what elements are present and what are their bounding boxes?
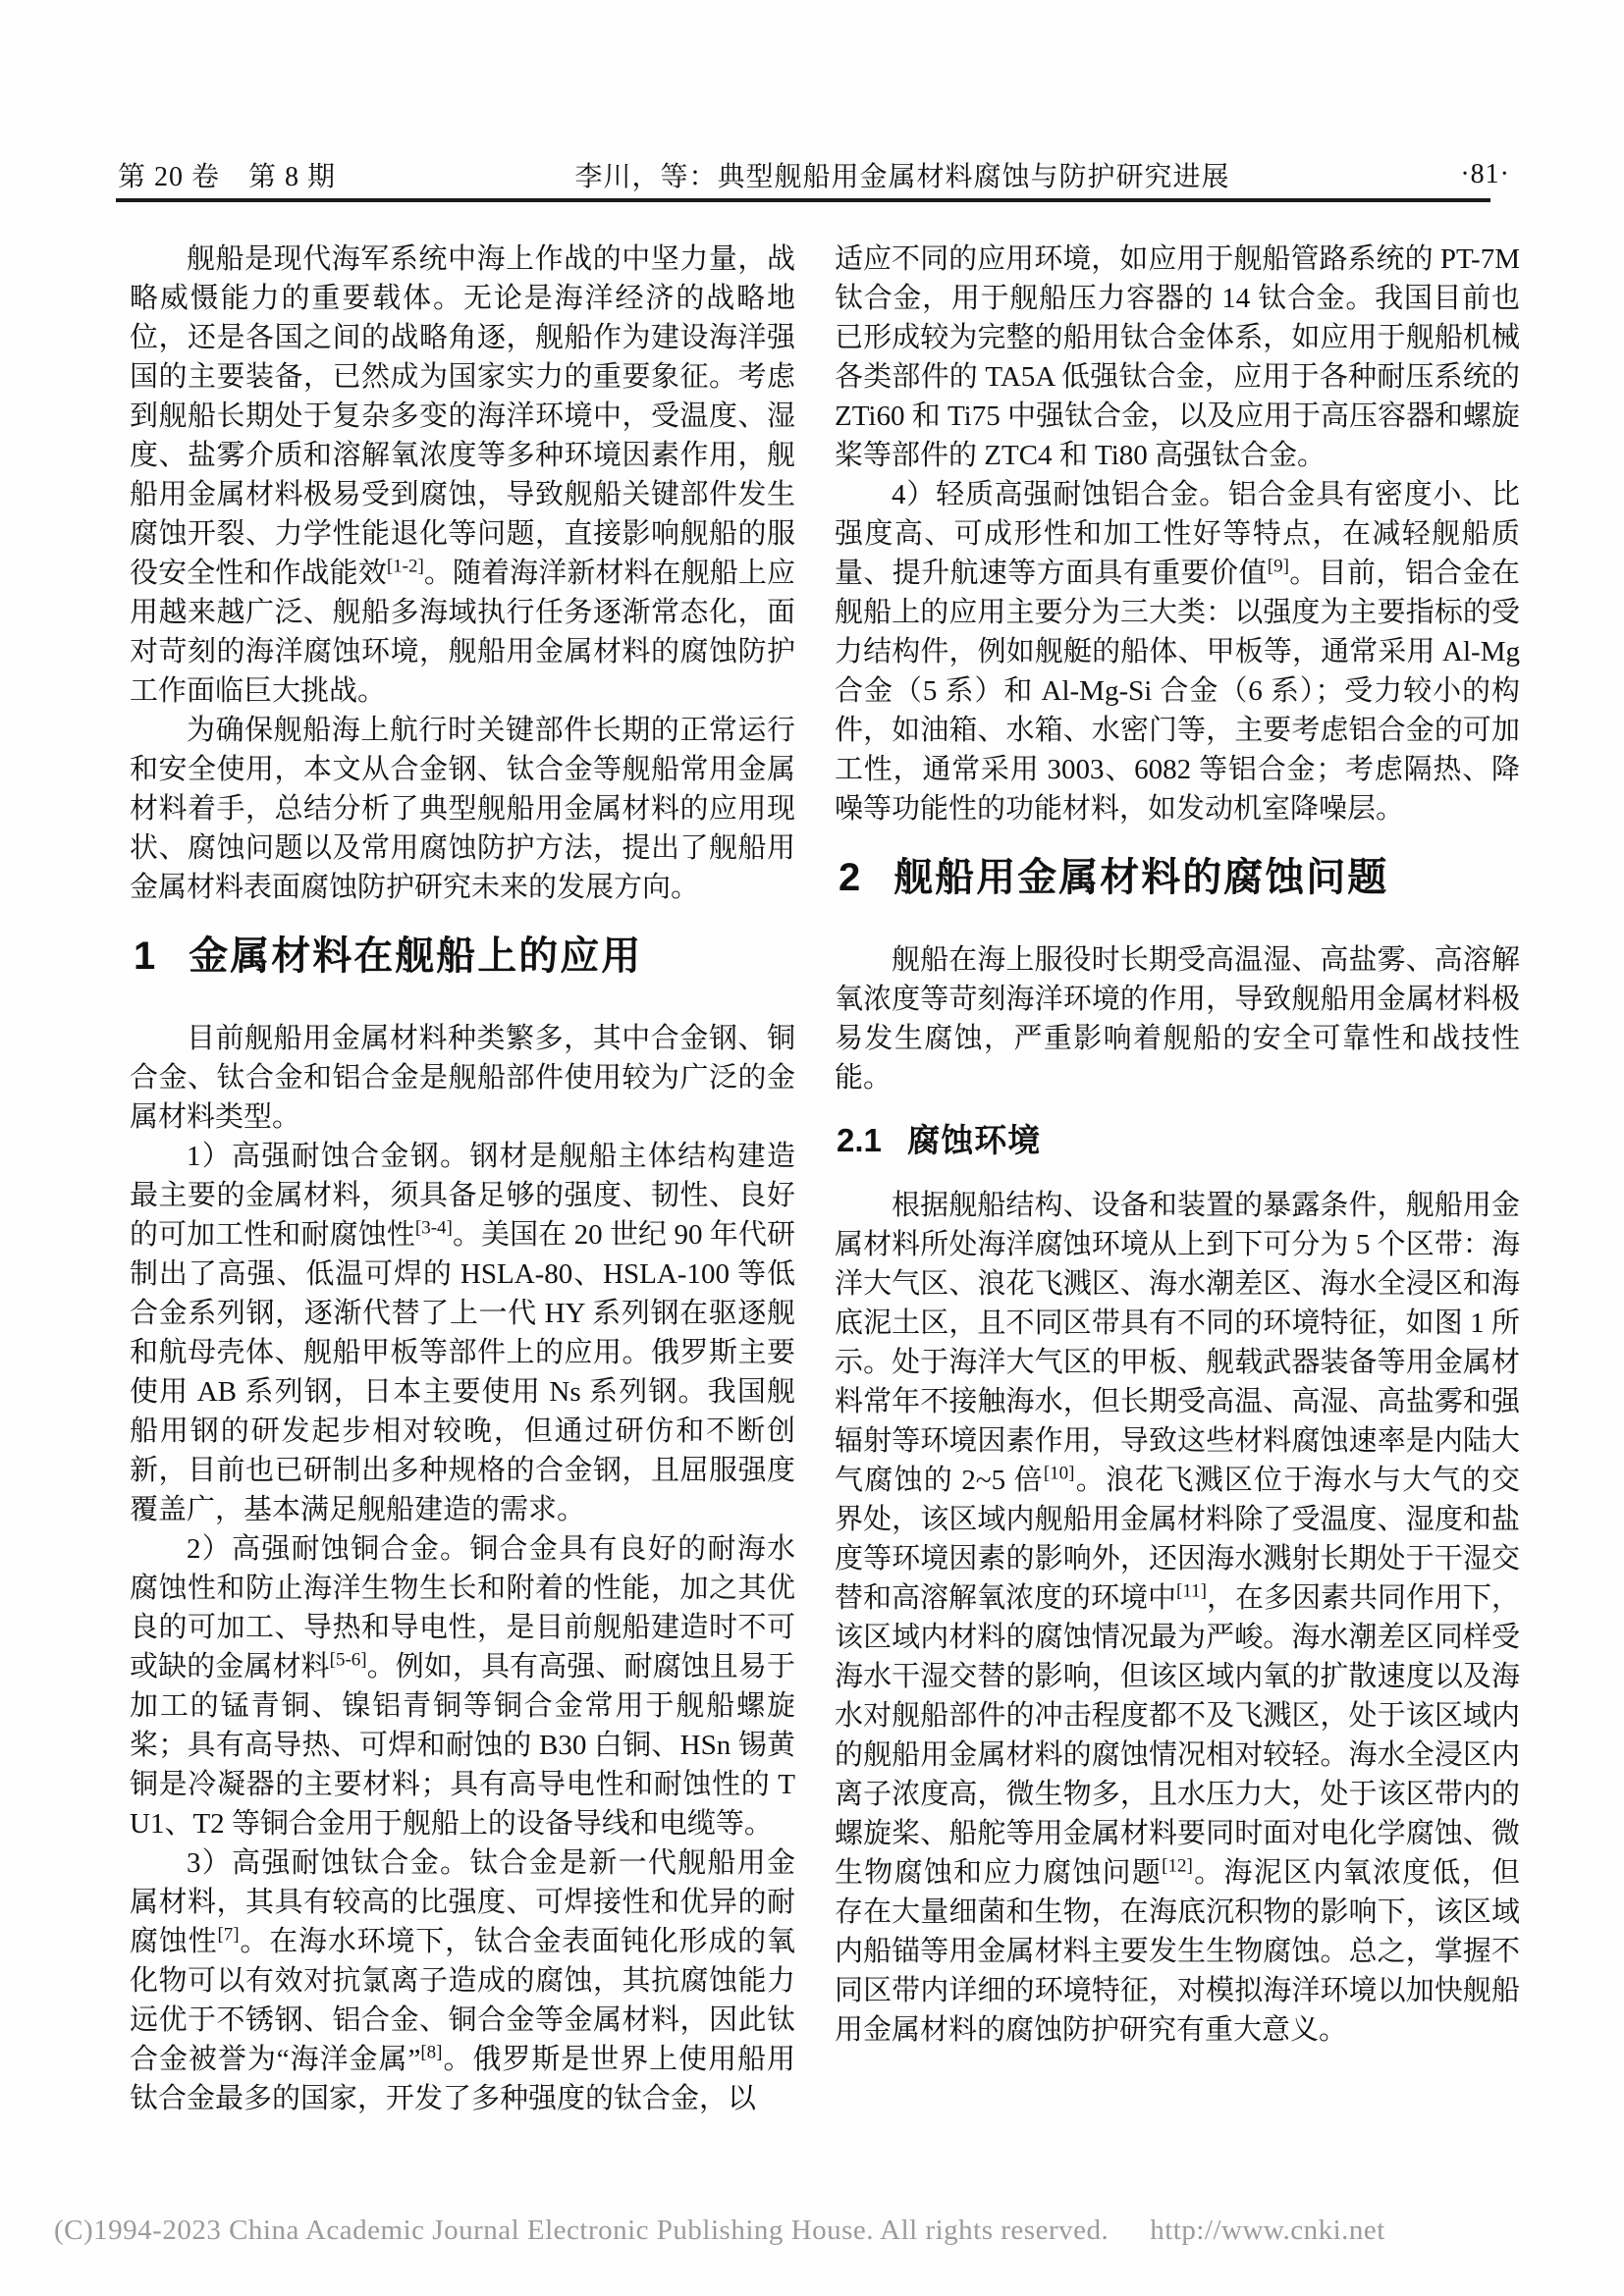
section-number: 1 <box>134 934 156 978</box>
cnki-url: http://www.cnki.net <box>1150 2215 1385 2246</box>
citation-ref: [3-4] <box>414 1217 453 1239</box>
body-paragraph: 舰船在海上服役时长期受高温湿、高盐雾、高溶解氧浓度等苛刻海洋环境的作用，导致舰船用金属材料极易发生腐蚀，严重影响着舰船的安全可靠性和战技性能。 <box>835 944 1520 1094</box>
body-paragraph: 4）轻质高强耐蚀铝合金。铝合金具有密度小、比强度高、可成形性和加工性好等特点，在减轻舰船质量、提升航速等方面具有重要价值[9]。目前，铝合金在舰船上的应用主要分为三大类：以强度为主要指标的受力结构件，例如舰艇的船体、甲板等，通常采用 Al-Mg 合金（5 系）和 Al-Mg-Si 合金（6 系）；受力较小的构件，如油箱、水箱、水密门等，主要考虑铝合金的可加工性，通常采用 3003、6082 等铝合金；考虑隔热、降噪等功能性的功能材料，如发动机室降噪层。 <box>835 479 1520 825</box>
section-heading <box>839 854 1520 901</box>
section-number: 2.1 <box>837 1122 882 1158</box>
running-title: 李川，等：典型舰船用金属材料腐蚀与防护研究进展 <box>574 162 1230 192</box>
body-paragraph: 2）高强耐蚀铜合金。铜合金具有良好的耐海水腐蚀性和防止海洋生物生长和附着的性能，加之其优良的可加工、导热和导电性，是目前舰船建造时不可或缺的金属材料[5-6]。例如，具有高强、耐腐蚀且易于加工的锰青铜、镍铝青铜等铜合金常用于舰船螺旋桨；具有高导热、可焊和耐蚀的 B30 白铜、HSn 锡黄铜是冷凝器的主要材料；具有高导电性和耐蚀性的 TU1、T2 等铜合金用于舰船上的设备导线和电缆等。 <box>130 1533 795 1840</box>
right-column <box>835 240 1520 2050</box>
body-paragraph: 1）高强耐蚀合金钢。钢材是舰船主体结构建造最主要的金属材料，须具备足够的强度、韧性、良好的可加工性和耐腐蚀性[3-4]。美国在 20 世纪 90 年代研制出了高强、低温可焊的 HSLA-80、HSLA-100 等低合金系列钢，逐渐代替了上一代 HY 系列钢在驱逐舰和航母壳体、舰船甲板等部件上的应用。俄罗斯主要使用 AB 系列钢，日本主要使用 Ns 系列钢。我国舰船用钢的研发起步相对较晚，但通过研仿和不断创新，目前也已研制出多种规格的合金钢，且屈服强度覆盖广，基本满足舰船建造的需求。 <box>130 1141 795 1525</box>
left-column <box>130 240 795 2118</box>
citation-ref: [7] <box>217 1924 240 1946</box>
page-footer <box>54 2215 1586 2247</box>
page-number: ·81· <box>1460 159 1510 189</box>
citation-ref: [8] <box>420 2042 443 2063</box>
section-title: 舰船用金属材料的腐蚀问题 <box>893 856 1389 899</box>
citation-ref: [9] <box>1267 556 1289 577</box>
subsection-heading <box>837 1121 1520 1160</box>
body-paragraph: 舰船是现代海军系统中海上作战的中坚力量，战略威慑能力的重要载体。无论是海洋经济的战略地位，还是各国之间的战略角逐，舰船作为建设海洋强国的主要装备，已然成为国家实力的重要象征。考虑到舰船长期处于复杂多变的海洋环境中，受温度、湿度、盐雾介质和溶解氧浓度等多种环境因素作用，舰船用金属材料极易受到腐蚀，导致舰船关键部件发生腐蚀开裂、力学性能退化等问题，直接影响舰船的服役安全性和作战能效[1-2]。随着海洋新材料在舰船上应用越来越广泛、舰船多海域执行任务逐渐常态化，面对苛刻的海洋腐蚀环境，舰船用金属材料的腐蚀防护工作面临巨大挑战。 <box>130 243 795 707</box>
body-paragraph: 为确保舰船海上航行时关键部件长期的正常运行和安全使用，本文从合金钢、钛合金等舰船常用金属材料着手，总结分析了典型舰船用金属材料的应用现状、腐蚀问题以及常用腐蚀防护方法，提出了舰船用金属材料表面腐蚀防护研究未来的发展方向。 <box>130 715 795 903</box>
body-paragraph: 目前舰船用金属材料种类繁多，其中合金钢、铜合金、钛合金和铝合金是舰船部件使用较为广泛的金属材料类型。 <box>130 1023 795 1133</box>
citation-ref: [11] <box>1176 1580 1207 1602</box>
citation-ref: [5-6] <box>329 1649 367 1671</box>
body-paragraph: 3）高强耐蚀钛合金。钛合金是新一代舰船用金属材料，其具有较高的比强度、可焊接性和优异的耐腐蚀性[7]。在海水环境下，钛合金表面钝化形成的氧化物可以有效对抗氯离子造成的腐蚀，其抗腐蚀能力远优于不锈钢、铝合金、铜合金等金属材料，因此钛合金被誉为“海洋金属”[8]。俄罗斯是世界上使用船用钛合金最多的国家，开发了多种强度的钛合金，以 <box>130 1847 795 2114</box>
section-number: 2 <box>839 856 861 899</box>
citation-ref: [10] <box>1043 1463 1075 1484</box>
body-paragraph: 根据舰船结构、设备和装置的暴露条件，舰船用金属材料所处海洋腐蚀环境从上到下可分为 5 个区带：海洋大气区、浪花飞溅区、海水潮差区、海水全浸区和海底泥土区，且不同区带具有不同的环境特征，如图 1 所示。处于海洋大气区的甲板、舰载武器装备等用金属材料常年不接触海水，但长期受高温、高湿、高盐雾和强辐射等环境因素作用，导致这些材料腐蚀速率是内陆大气腐蚀的 2~5 倍[10]。浪花飞溅区位于海水与大气的交界处，该区域内舰船用金属材料除了受温度、湿度和盐度等环境因素的影响外，还因海水溅射长期处于干湿交替和高溶解氧浓度的环境中[11]，在多因素共同作用下，该区域内材料的腐蚀情况最为严峻。海水潮差区同样受海水干湿交替的影响，但该区域内氧的扩散速度以及海水对舰船部件的冲击程度都不及飞溅区，处于该区域内的舰船用金属材料的腐蚀情况相对较轻。海水全浸区内离子浓度高，微生物多，且水压力大，处于该区带内的螺旋桨、船舵等用金属材料要同时面对电化学腐蚀、微生物腐蚀和应力腐蚀问题[12]。海泥区内氧浓度低，但存在大量细菌和生物，在海底沉积物的影响下，该区域内船锚等用金属材料主要发生生物腐蚀。总之，掌握不同区带内详细的环境特征，对模拟海洋环境以加快舰船用金属材料的腐蚀防护研究有重大意义。 <box>835 1190 1520 2046</box>
header-divider <box>116 198 1490 202</box>
citation-ref: [1-2] <box>386 556 424 577</box>
body-paragraph: 适应不同的应用环境，如应用于舰船管路系统的 PT-7M 钛合金，用于舰船压力容器的 14 钛合金。我国目前也已形成较为完整的船用钛合金体系，如应用于舰船机械各类部件的 TA5A 低强钛合金，应用于各种耐压系统的 ZTi60 和 Ti75 中强钛合金，以及应用于高压容器和螺旋桨等部件的 ZTC4 和 Ti80 高强钛合金。 <box>835 243 1520 471</box>
journal-volume-issue: 第 20 卷 第 8 期 <box>118 162 337 192</box>
section-heading <box>134 933 795 980</box>
section-title: 腐蚀环境 <box>907 1122 1042 1158</box>
citation-ref: [12] <box>1162 1855 1193 1877</box>
section-title: 金属材料在舰船上的应用 <box>189 934 643 978</box>
copyright-notice: (C)1994-2023 China Academic Journal Electronic Publishing House. All rights reserved. <box>54 2215 1110 2246</box>
page-header <box>118 155 1510 194</box>
